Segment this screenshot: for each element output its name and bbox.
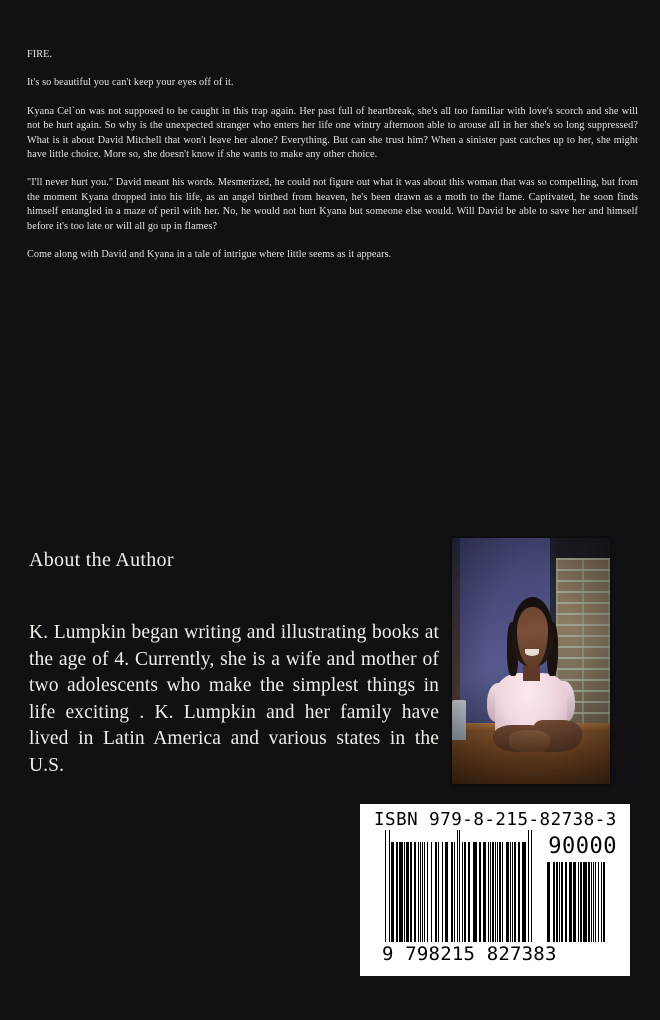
blurb-paragraph-1: FIRE.	[27, 49, 53, 60]
blurb-section	[27, 48, 638, 262]
barcode-gap	[532, 842, 534, 942]
isbn-number-label: ISBN 979-8-215-82738-3	[374, 810, 617, 830]
barcode-bars-main	[385, 842, 534, 942]
blurb-paragraph-3: Kyana Cel`on was not supposed to be caught in this trap again. Her past full of heartbreak, she's all too familiar with love's scorch and she will not be hurt again. So why is the unexpected stranger who enters her life one wintry afternoon able to arouse all in her she's so long suppressed? What is it about David Mitchell that won't leave her alone? Everything. But can she trust him? When a sinister past catches up to her, she might have little choice. More so, she doesn't know if she wants to make any other choice.	[27, 105, 638, 161]
isbn-barcode-box	[360, 804, 630, 976]
blurb-paragraph-5: Come along with David and Kyana in a tale of intrigue where little seems as it appears.	[27, 249, 392, 261]
author-bio-text: K. Lumpkin began writing and illustrating books at the age of 4. Currently, she is a wife and mother of two adolescents who make the simplest things in life exciting . K. Lumpkin and her family have lived in Latin America and various states in the U.S.	[29, 622, 439, 776]
photo-vignette	[452, 538, 610, 784]
barcode-bars-addon	[547, 862, 606, 942]
about-the-author-heading: About the Author	[29, 549, 174, 571]
barcode-gap	[605, 862, 606, 942]
blurb-paragraph-2: It's so beautiful you can't keep your eyes off of it.	[27, 77, 234, 89]
author-photo	[452, 538, 610, 784]
ean-digits-label: 9 798215 827383	[382, 943, 557, 965]
blurb-paragraph-4: "I'll never hurt you." David meant his words. Mesmerized, he could not figure out what it was about this woman that was so compelling, but from the moment Kyana dropped into his life, as an angel birthed from heaven, he's been drawn as a moth to the flame. Captivated, he soon finds himself entangled in a maze of peril with her. No, he would not hurt Kyana but someone else would. Will David be able to save her and himself before it's too late or will all go up in flames?	[27, 177, 638, 232]
price-code-label: 90000	[548, 834, 617, 859]
